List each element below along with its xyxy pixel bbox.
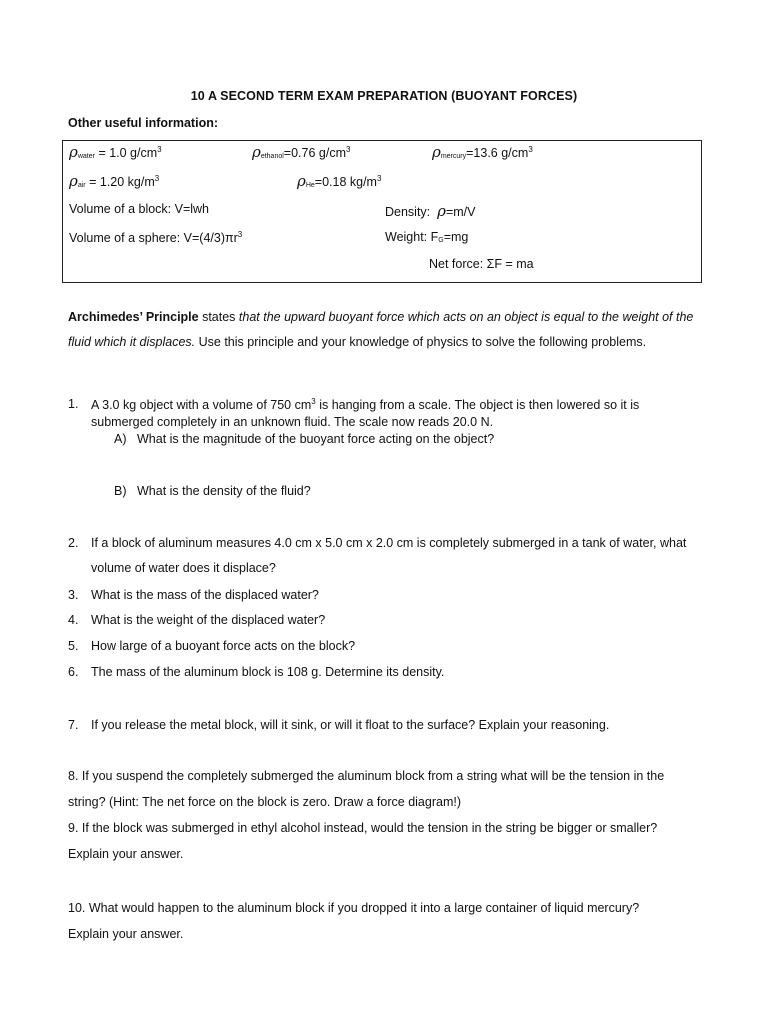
question-8-line-1: 8. If you suspend the completely submerged the aluminum block from a string what will be the tension in the <box>68 769 665 783</box>
question-1a: What is the magnitude of the buoyant force acting on the object? <box>137 432 495 446</box>
rho-symbol: ρ <box>69 143 78 161</box>
sphere-volume-formula: Volume of a sphere: $V=(4/3)\pi r^3$ <box>69 230 243 245</box>
question-2-line-1: If a block of aluminum measures 4.0 cm x 5.0 cm x 2.0 cm is completely submerged in a tank of water, what <box>91 536 687 550</box>
question-1b-label: B) <box>114 484 127 498</box>
principle-name: Archimedes’ Principle <box>68 310 199 324</box>
question-10-line-1: 10. What would happen to the aluminum block if you dropped it into a large container of liquid mercury? <box>68 901 640 915</box>
page-title: 10 A SECOND TERM EXAM PREPARATION (BUOYANT FORCES) <box>190 89 578 103</box>
block-volume-formula: Volume of a block: V=lwh <box>69 202 210 216</box>
question-10-line-2: Explain your answer. <box>68 927 184 941</box>
ethanol-density: ρethanol=0.76 $g/cm^3$ <box>252 143 351 161</box>
air-density: ρair = 1.20 $kg/m^3$ <box>69 172 160 190</box>
question-2-number: 2. <box>68 536 79 550</box>
question-5: How large of a buoyant force acts on the block? <box>91 639 356 653</box>
question-4-number: 4. <box>68 613 79 627</box>
net-force-formula: Net force: ΣF = ma <box>429 257 534 271</box>
question-1-number: 1. <box>68 397 79 411</box>
question-1a-label: A) <box>114 432 127 446</box>
question-1-line-1: A 3.0 kg object with a volume of 750 $cm^3$ is hanging from a scale. The object is then lowered so it is <box>91 397 640 412</box>
question-7: If you release the metal block, will it sink, or will it float to the surface? Explain your reasoning. <box>91 718 610 732</box>
question-9-line-2: Explain your answer. <box>68 847 184 861</box>
question-1b: What is the density of the fluid? <box>137 484 311 498</box>
question-5-number: 5. <box>68 639 79 653</box>
density-formula: Density: ρ=m/V <box>385 202 476 220</box>
principle-line-1: Archimedes’ Principle states that the upward buoyant force which acts on an object is equal to the weight of the <box>68 310 694 324</box>
question-6-number: 6. <box>68 665 79 679</box>
rho-symbol: ρ <box>432 143 441 161</box>
rho-symbol: ρ <box>252 143 261 161</box>
question-7-number: 7. <box>68 718 79 732</box>
info-box <box>62 140 702 283</box>
question-8-line-2: string? (Hint: The net force on the block is zero. Draw a force diagram!) <box>68 795 461 809</box>
question-2-line-2: volume of water does it displace? <box>91 561 276 575</box>
water-density: ρwater = 1.0 $g/cm^3$ <box>69 143 162 161</box>
rho-symbol: ρ <box>69 172 78 190</box>
weight-formula: Weight: FG=mg <box>385 230 469 244</box>
question-9-line-1: 9. If the block was submerged in ethyl alcohol instead, would the tension in the string be bigger or smaller? <box>68 821 658 835</box>
rho-symbol: ρ <box>437 202 446 220</box>
info-heading: Other useful information: <box>68 116 218 130</box>
helium-density: ρHe=0.18 $kg/m^3$ <box>297 172 382 190</box>
question-3-number: 3. <box>68 588 79 602</box>
question-1-line-2: submerged completely in an unknown fluid. The scale now reads 20.0 N. <box>91 415 494 429</box>
question-6: The mass of the aluminum block is 108 g. Determine its density. <box>91 665 445 679</box>
question-3: What is the mass of the displaced water? <box>91 588 319 602</box>
rho-symbol: ρ <box>297 172 306 190</box>
question-4: What is the weight of the displaced water? <box>91 613 326 627</box>
principle-line-2: fluid which it displaces. Use this principle and your knowledge of physics to solve the following problems. <box>68 335 647 349</box>
mercury-density: ρmercury=13.6 $g/cm^3$ <box>432 143 533 161</box>
